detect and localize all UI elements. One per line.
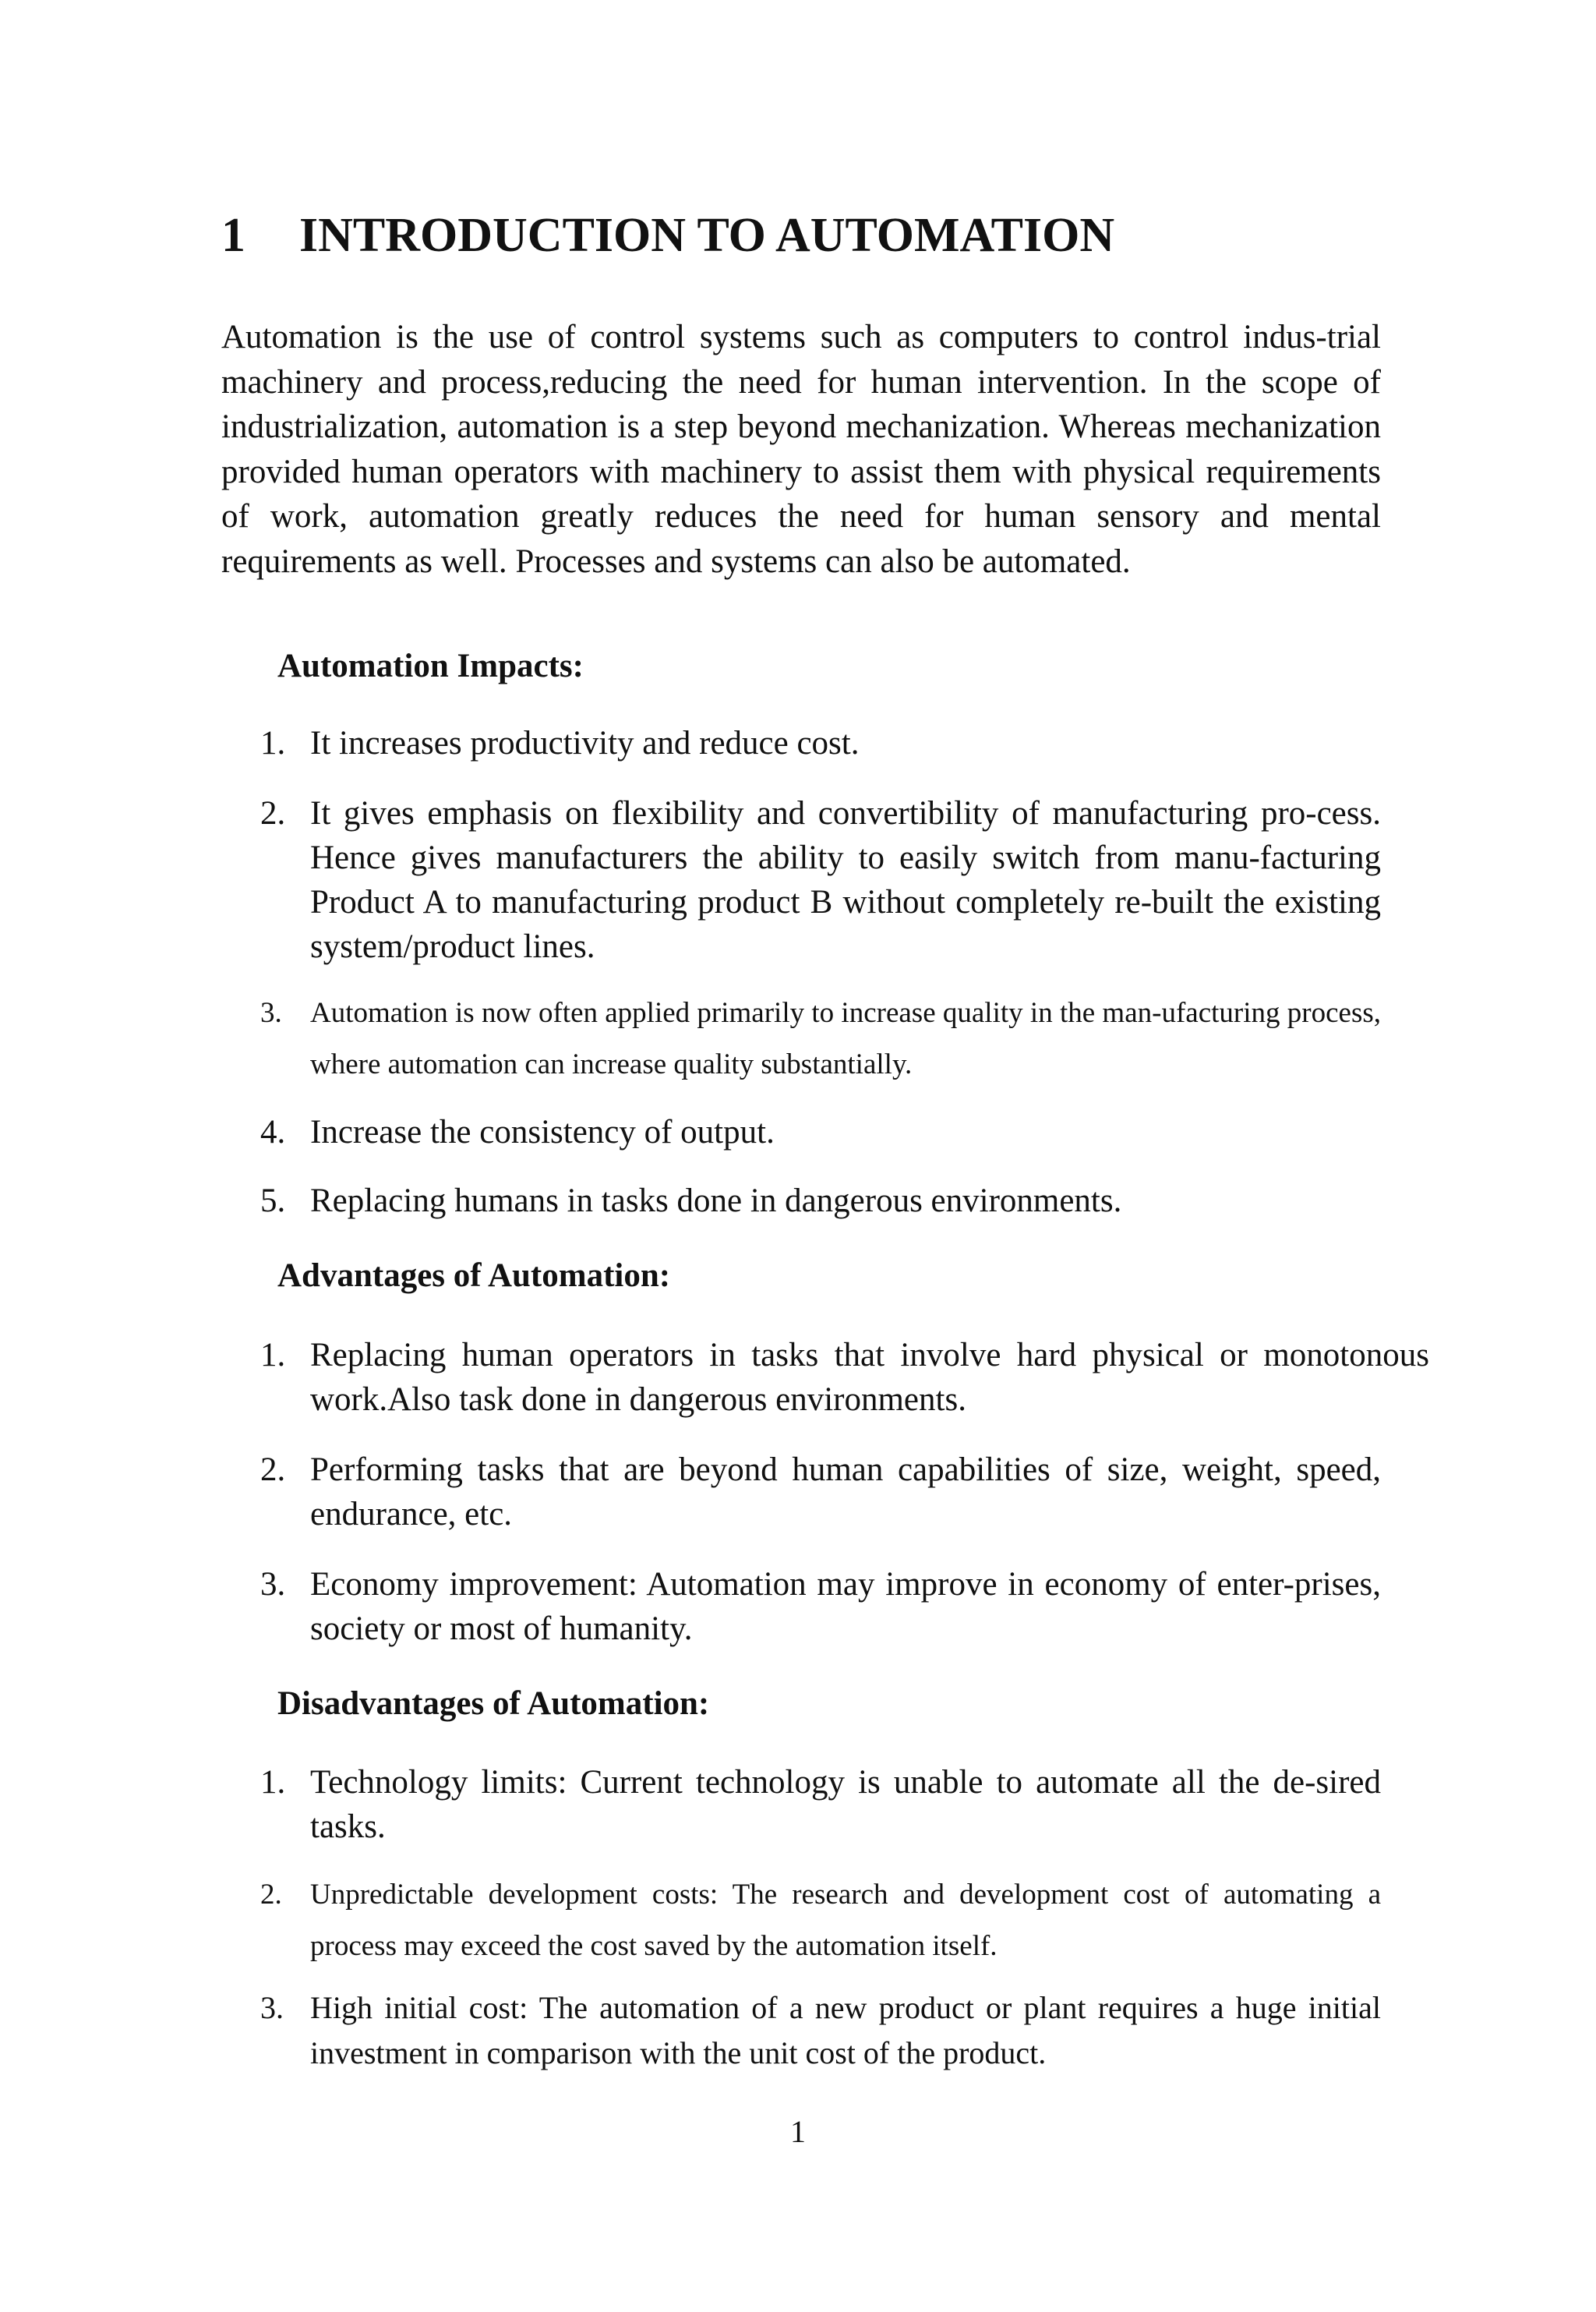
list-marker: 1. bbox=[260, 725, 286, 762]
advantages-item-2 bbox=[260, 1448, 1381, 1536]
list-item-text: It gives emphasis on flexibility and convertibility of manufacturing pro-cess. Hence gives manufacturers the ability to easily switch from manu-facturing Product A to manufacturing product B without completely re-built the existing system/product lines. bbox=[310, 795, 1381, 965]
list-item-text: Replacing human operators in tasks that involve hard physical or monotonous work.Also task done in dangerous environments. bbox=[310, 1337, 1429, 1418]
advantages-item-3 bbox=[260, 1562, 1381, 1651]
list-marker: 1. bbox=[260, 1764, 286, 1801]
page-number: 1 bbox=[790, 2114, 806, 2149]
list-marker: 2. bbox=[260, 1451, 286, 1488]
list-marker: 3. bbox=[260, 1990, 284, 2025]
impacts-item-3 bbox=[260, 988, 1381, 1091]
impacts-item-2 bbox=[260, 791, 1381, 969]
impacts-heading: Automation Impacts: bbox=[277, 648, 584, 684]
disadvantages-item-2 bbox=[260, 1869, 1381, 1972]
impacts-item-1 bbox=[260, 721, 1381, 765]
list-marker: 4. bbox=[260, 1114, 286, 1151]
impacts-item-5 bbox=[260, 1179, 1381, 1223]
advantages-heading: Advantages of Automation: bbox=[277, 1257, 671, 1294]
list-item-text: Technology limits: Current technology is unable to automate all the de-sired tasks. bbox=[310, 1764, 1381, 1845]
disadvantages-item-1 bbox=[260, 1760, 1381, 1849]
list-marker: 2. bbox=[260, 795, 286, 832]
intro-paragraph: Automation is the use of control systems such as computers to control indus-trial machinery and process,reducing the need for human intervention. In the scope of industrialization, automation is a step beyond mechanization. Whereas mechanization provided human operators with machinery to assist them with physical requirements of work, automation greatly reduces the need for human sensory and mental requirements as well. Processes and systems can also be automated. bbox=[221, 319, 1381, 580]
chapter-title-text: INTRODUCTION TO AUTOMATION bbox=[299, 209, 1115, 262]
list-item-text: Unpredictable development costs: The research and development cost of automating a process may exceed the cost saved by the automation itself. bbox=[310, 1879, 1381, 1962]
disadvantages-heading: Disadvantages of Automation: bbox=[277, 1685, 710, 1722]
list-item-text: Performing tasks that are beyond human capabilities of size, weight, speed, endurance, etc. bbox=[310, 1451, 1381, 1532]
list-item-text: It increases productivity and reduce cost. bbox=[310, 725, 860, 762]
list-marker: 3. bbox=[260, 997, 282, 1029]
advantages-item-1 bbox=[260, 1333, 1429, 1422]
impacts-item-4 bbox=[260, 1110, 1381, 1154]
list-item-text: High initial cost: The automation of a new product or plant requires a huge initial investment in comparison with the unit cost of the product. bbox=[310, 1990, 1381, 2070]
chapter-title bbox=[221, 204, 1114, 267]
disadvantages-item-3 bbox=[260, 1985, 1381, 2076]
list-marker: 3. bbox=[260, 1566, 286, 1603]
list-item-text: Replacing humans in tasks done in dangerous environments. bbox=[310, 1183, 1122, 1219]
list-item-text: Economy improvement: Automation may improve in economy of enter-prises, society or most of humanity. bbox=[310, 1566, 1381, 1647]
list-item-text: Increase the consistency of output. bbox=[310, 1114, 775, 1151]
list-marker: 1. bbox=[260, 1337, 286, 1373]
list-marker: 2. bbox=[260, 1879, 282, 1911]
list-item-text: Automation is now often applied primarily to increase quality in the man-ufacturing process, where automation can increase quality substantially. bbox=[310, 997, 1381, 1080]
list-marker: 5. bbox=[260, 1183, 286, 1219]
chapter-number: 1 bbox=[221, 209, 245, 262]
